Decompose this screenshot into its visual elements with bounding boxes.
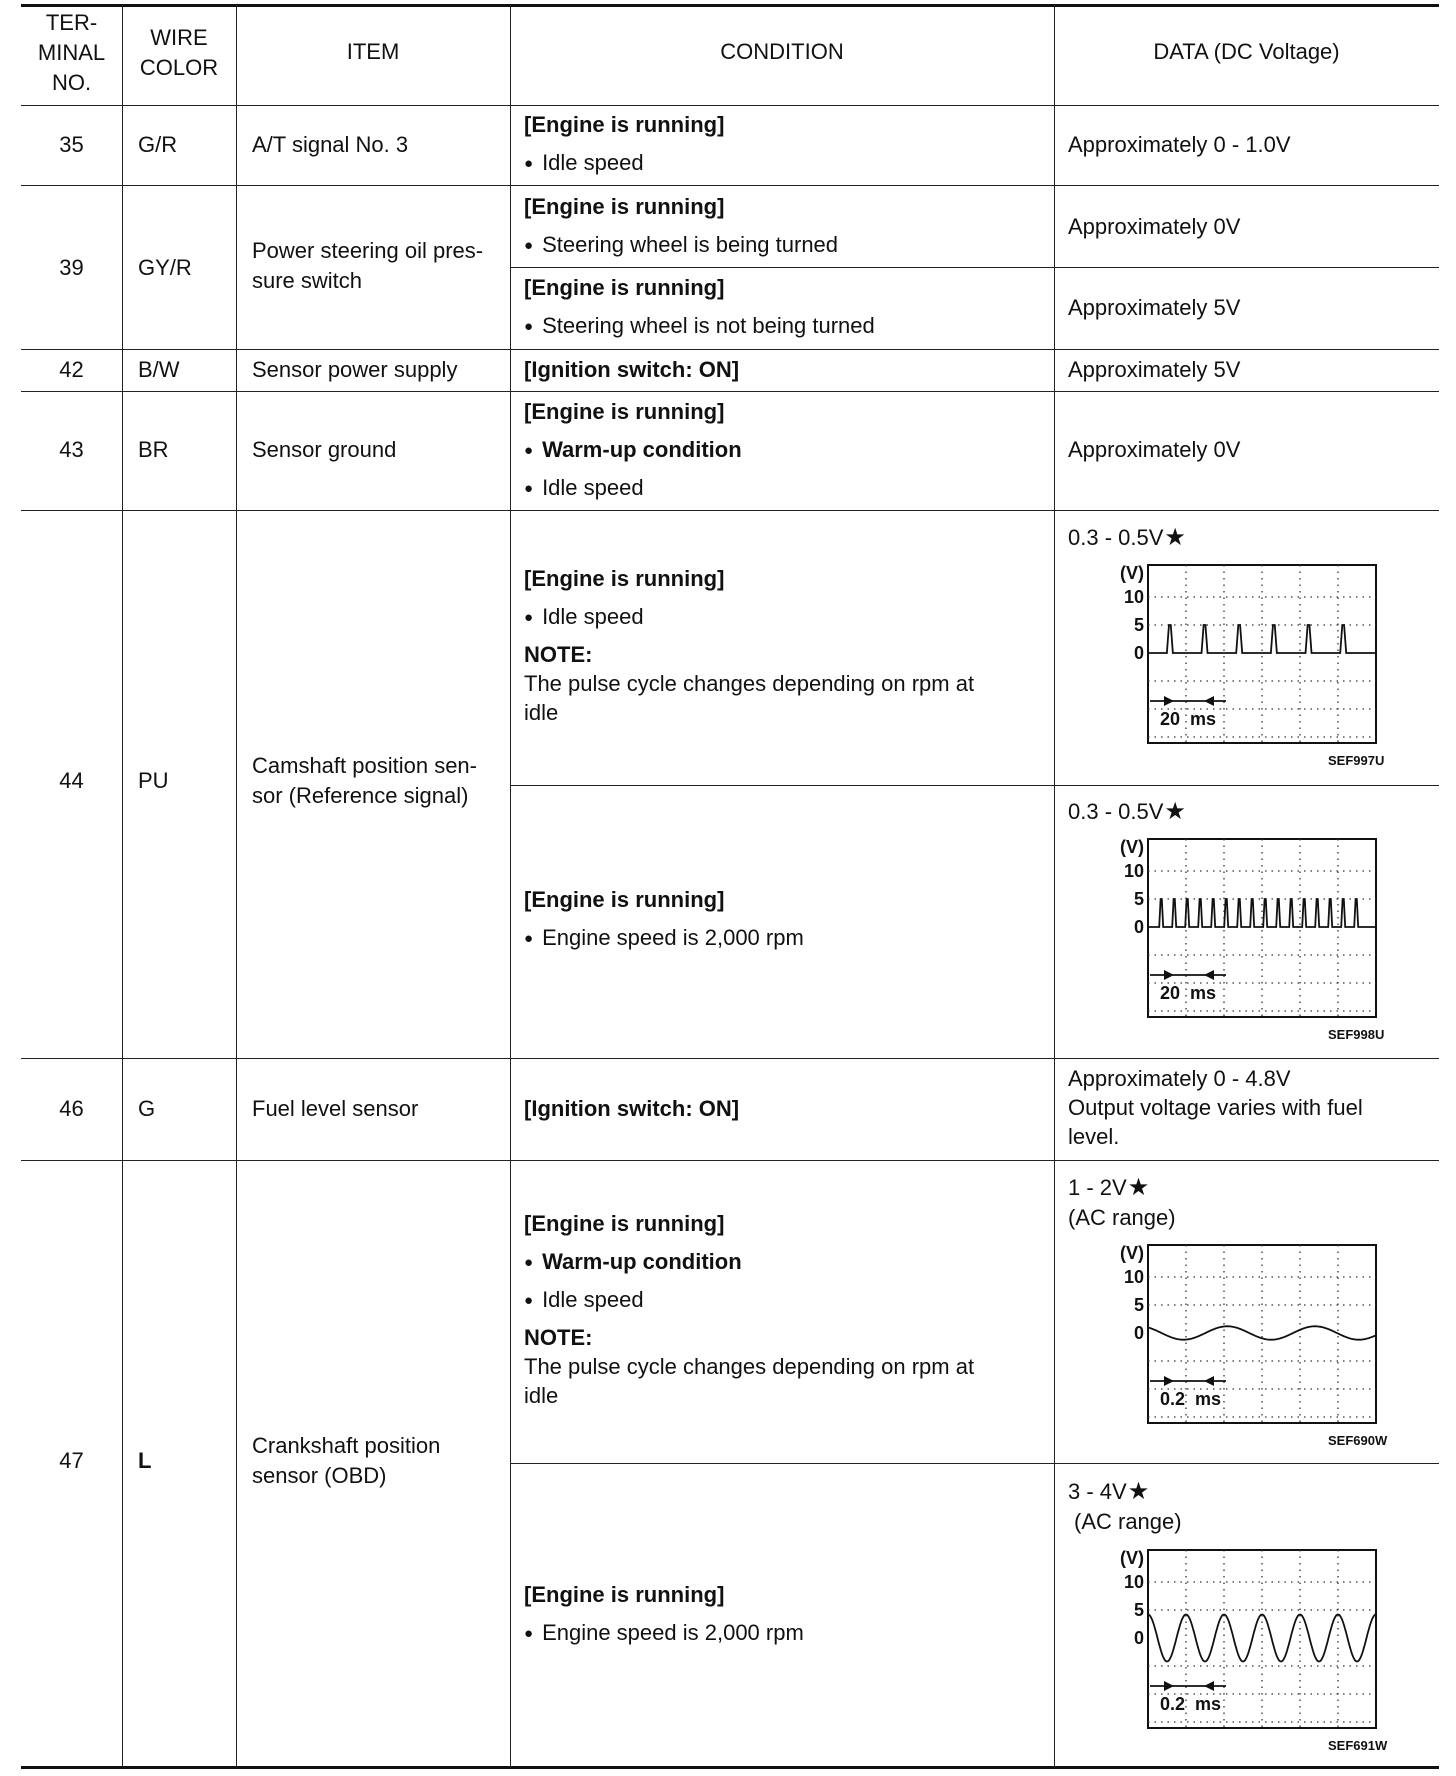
condition-title: [Engine is running] — [524, 275, 725, 300]
column-divider — [122, 5, 123, 1766]
y-tick-label: 10 — [1123, 1572, 1144, 1592]
y-tick-label: 0 — [1133, 643, 1144, 663]
time-scale-arrow-left — [1204, 970, 1214, 980]
y-tick-label: 0 — [1133, 1323, 1144, 1343]
note-text: idle — [524, 700, 559, 725]
figure-code: SEF690W — [1328, 1433, 1388, 1448]
wire-color: G — [138, 1096, 156, 1121]
time-scale-label: 0.2 ms — [1160, 1389, 1222, 1409]
time-scale-arrow-right — [1164, 1681, 1174, 1691]
row-divider — [21, 1058, 1439, 1059]
data-value: Approximately 0 - 4.8V — [1068, 1066, 1291, 1091]
item-name: Camshaft position sen- — [252, 753, 477, 778]
note-label: NOTE: — [524, 1325, 593, 1350]
y-axis-unit-label: (V) — [1120, 1548, 1144, 1568]
condition-bullet: ● Engine speed is 2,000 rpm — [524, 923, 804, 955]
item-name: Sensor power supply — [252, 357, 458, 382]
wire-color: L — [138, 1448, 152, 1473]
time-scale-arrow-left — [1204, 1376, 1214, 1386]
condition-title: [Engine is running] — [524, 194, 725, 219]
wire-color: G/R — [138, 132, 178, 157]
row-divider — [21, 185, 1439, 186]
data-sub-value: (AC range) — [1068, 1205, 1176, 1230]
y-axis-unit-label: (V) — [1120, 1243, 1144, 1263]
header-item: ITEM — [346, 39, 400, 64]
time-scale-arrow-right — [1164, 1376, 1174, 1386]
condition-bullet: ● Idle speed — [524, 473, 644, 505]
y-tick-label: 0 — [1133, 1628, 1144, 1648]
wire-color: GY/R — [138, 255, 192, 280]
condition-title: [Engine is running] — [524, 399, 725, 424]
y-tick-label: 5 — [1133, 1600, 1144, 1620]
item-name: Fuel level sensor — [252, 1096, 419, 1121]
time-scale-arrow-left — [1204, 1681, 1214, 1691]
condition-title: [Ignition switch: ON] — [524, 357, 740, 382]
row-divider — [510, 267, 1439, 268]
time-scale-label: 0.2 ms — [1160, 1694, 1222, 1714]
header-data: DATA (DC Voltage) — [1153, 39, 1340, 64]
time-scale-arrow-left — [1204, 696, 1214, 706]
condition-bullet: ● Idle speed — [524, 1285, 644, 1317]
condition-bullet: ● Engine speed is 2,000 rpm — [524, 1618, 804, 1650]
item-name: Crankshaft position — [252, 1433, 441, 1458]
terminal-number: 35 — [59, 132, 84, 157]
data-value: Approximately 5V — [1068, 295, 1241, 320]
time-scale-label: 20 ms — [1160, 709, 1217, 729]
condition-bullet: ● Idle speed — [524, 148, 644, 180]
note-text: The pulse cycle changes depending on rpm at — [524, 671, 975, 696]
oscilloscope-chart — [1106, 1540, 1376, 1740]
data-value: Output voltage varies with fuel — [1068, 1095, 1363, 1120]
time-scale-arrow-right — [1164, 696, 1174, 706]
waveform-trace — [1148, 1326, 1376, 1339]
y-tick-label: 10 — [1123, 587, 1144, 607]
item-name: A/T signal No. 3 — [252, 132, 409, 157]
waveform-trace — [1148, 899, 1376, 927]
data-value: Approximately 0V — [1068, 437, 1241, 462]
y-tick-label: 5 — [1133, 1295, 1144, 1315]
condition-title: [Engine is running] — [524, 1582, 725, 1607]
note-text: idle — [524, 1383, 559, 1408]
y-axis-unit-label: (V) — [1120, 837, 1144, 857]
item-name: sor (Reference signal) — [252, 783, 469, 808]
item-name: Sensor ground — [252, 437, 397, 462]
condition-bullet: ● Steering wheel is being turned — [524, 230, 838, 262]
condition-bullet: ● Warm-up condition — [524, 435, 742, 467]
table-top-border — [21, 4, 1439, 7]
item-name: Power steering oil pres- — [252, 238, 484, 263]
y-tick-label: 10 — [1123, 1267, 1144, 1287]
item-name: sure switch — [252, 268, 363, 293]
condition-title: [Engine is running] — [524, 887, 725, 912]
oscilloscope-chart — [1106, 555, 1376, 755]
header-divider — [21, 105, 1439, 106]
note-label: NOTE: — [524, 642, 593, 667]
row-divider — [510, 1463, 1439, 1464]
row-divider — [21, 349, 1439, 350]
waveform-trace — [1148, 625, 1376, 653]
wire-color: B/W — [138, 357, 180, 382]
item-name: sensor (OBD) — [252, 1463, 387, 1488]
y-axis-unit-label: (V) — [1120, 563, 1144, 583]
condition-bullet: ● Warm-up condition — [524, 1247, 742, 1279]
condition-title: [Engine is running] — [524, 112, 725, 137]
time-scale-arrow-right — [1164, 970, 1174, 980]
row-divider — [21, 391, 1439, 392]
data-value: 0.3 - 0.5V ★ — [1068, 797, 1186, 826]
header-condition: CONDITION — [720, 39, 844, 64]
row-divider — [21, 1160, 1439, 1161]
y-tick-label: 5 — [1133, 889, 1144, 909]
figure-code: SEF997U — [1328, 753, 1385, 768]
y-tick-label: 10 — [1123, 861, 1144, 881]
note-text: The pulse cycle changes depending on rpm at — [524, 1354, 975, 1379]
terminal-number: 46 — [59, 1096, 84, 1121]
data-value: level. — [1068, 1124, 1120, 1149]
data-value: 3 - 4V ★ — [1068, 1477, 1149, 1506]
data-value: Approximately 0 - 1.0V — [1068, 132, 1291, 157]
terminal-number: 42 — [59, 357, 84, 382]
data-value: Approximately 5V — [1068, 357, 1241, 382]
column-divider — [236, 5, 237, 1766]
column-divider — [510, 5, 511, 1766]
data-value: 1 - 2V ★ — [1068, 1173, 1149, 1202]
column-divider — [1054, 5, 1055, 1766]
data-value: 0.3 - 0.5V ★ — [1068, 523, 1186, 552]
y-tick-label: 0 — [1133, 917, 1144, 937]
condition-bullet: ● Idle speed — [524, 602, 644, 634]
time-scale-label: 20 ms — [1160, 983, 1217, 1003]
row-divider — [510, 785, 1439, 786]
terminal-number: 43 — [59, 437, 84, 462]
y-tick-label: 5 — [1133, 615, 1144, 635]
table-bottom-border — [21, 1766, 1439, 1769]
condition-title: [Engine is running] — [524, 566, 725, 591]
data-value: Approximately 0V — [1068, 214, 1241, 239]
wire-color: BR — [138, 437, 169, 462]
figure-code: SEF691W — [1328, 1738, 1388, 1753]
terminal-number: 44 — [59, 768, 84, 793]
wire-color: PU — [138, 768, 169, 793]
figure-code: SEF998U — [1328, 1027, 1385, 1042]
condition-title: [Engine is running] — [524, 1211, 725, 1236]
data-sub-value: (AC range) — [1074, 1509, 1182, 1534]
row-divider — [21, 510, 1439, 511]
oscilloscope-chart — [1106, 1235, 1376, 1435]
terminal-number: 39 — [59, 255, 84, 280]
condition-bullet: ● Steering wheel is not being turned — [524, 311, 875, 343]
terminal-number: 47 — [59, 1448, 84, 1473]
condition-title: [Ignition switch: ON] — [524, 1096, 740, 1121]
oscilloscope-chart — [1106, 829, 1376, 1029]
